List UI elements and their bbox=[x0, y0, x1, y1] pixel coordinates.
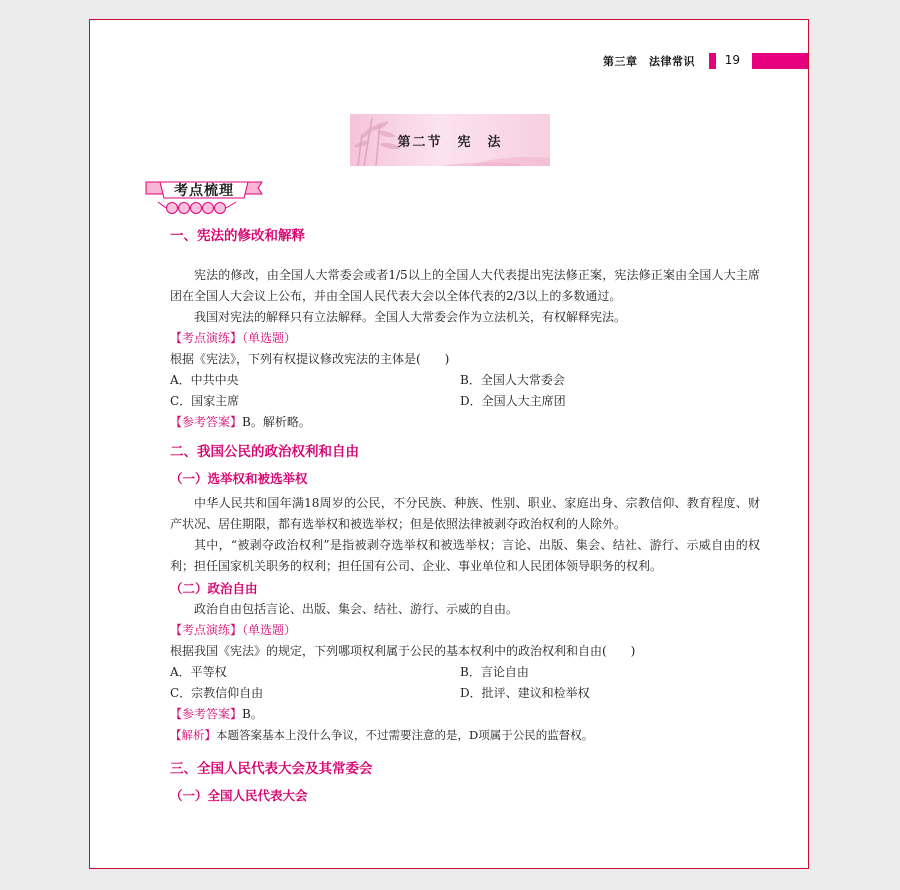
paragraph: 宪法的修改，由全国人大常委会或者1/5以上的全国人大代表提出宪法修正案，宪法修正案由全国人大主席团在全国人大会议上公布，并由全国人民代表大会以全体代表的2/3以上的多数通过。 bbox=[170, 268, 760, 303]
header-marker bbox=[709, 53, 716, 69]
option: D．批评、建议和检举权 bbox=[460, 686, 590, 700]
book-page bbox=[89, 19, 809, 869]
page-number: 19 bbox=[724, 53, 740, 67]
paragraph: 其中，“被剥夺政治权利”是指被剥夺选举权和被选举权；言论、出版、集会、结社、游行、示威自由的权利；担任国家机关职务的权利；担任国有公司、企业、事业单位和人民团体领导职务的权利。 bbox=[170, 538, 760, 573]
answer-tag: 【参考答案】 bbox=[170, 415, 243, 429]
subheading-npc: （一）全国人民代表大会 bbox=[170, 788, 308, 803]
chapter-title: 第三章 法律常识 bbox=[603, 55, 695, 68]
options-row bbox=[170, 662, 760, 683]
option: B．全国人大常委会 bbox=[460, 373, 565, 387]
answer bbox=[170, 704, 760, 725]
practice-type: （单选题） bbox=[242, 623, 297, 637]
heading-npc: 三、全国人民代表大会及其常委会 bbox=[170, 761, 373, 777]
paragraph: 我国对宪法的解释只有立法解释。全国人大常委会作为立法机关，有权解释宪法。 bbox=[194, 310, 627, 324]
paragraph: 政治自由包括言论、出版、集会、结社、游行、示威的自由。 bbox=[194, 602, 519, 616]
question: 根据我国《宪法》的规定，下列哪项权利属于公民的基本权利中的政治权利和自由( ) bbox=[170, 644, 636, 658]
section-banner bbox=[350, 114, 550, 166]
answer-text: B。解析略。 bbox=[242, 415, 311, 429]
practice-tag: 【考点演练】 bbox=[170, 623, 243, 637]
options-row bbox=[170, 391, 760, 412]
practice-label bbox=[170, 620, 760, 641]
heading-amendment: 一、宪法的修改和解释 bbox=[170, 228, 305, 244]
option: C．国家主席 bbox=[170, 394, 240, 408]
option: C．宗教信仰自由 bbox=[170, 686, 264, 700]
options-row bbox=[170, 683, 760, 704]
key-points-label: 考点梳理 bbox=[174, 183, 234, 199]
heading-rights: 二、我国公民的政治权利和自由 bbox=[170, 444, 359, 460]
option: D．全国人大主席团 bbox=[460, 394, 566, 408]
main-content bbox=[170, 225, 760, 806]
analysis bbox=[170, 725, 760, 746]
practice-type: （单选题） bbox=[242, 331, 297, 345]
options-row bbox=[170, 370, 760, 391]
option: B．言论自由 bbox=[460, 665, 529, 679]
option: A．平等权 bbox=[170, 665, 227, 679]
question: 根据《宪法》，下列有权提议修改宪法的主体是( ) bbox=[170, 352, 450, 366]
option: A．中共中央 bbox=[170, 373, 239, 387]
section-title: 第二节 宪 法 bbox=[397, 135, 503, 150]
key-points-badge bbox=[144, 176, 264, 220]
header-bar bbox=[752, 53, 808, 69]
analysis-text: 本题答案基本上没什么争议，不过需要注意的是，D项属于公民的监督权。 bbox=[216, 728, 594, 742]
paragraph: 中华人民共和国年满18周岁的公民，不分民族、种族、性别、职业、家庭出身、宗教信仰、教育程度、财产状况、居住期限，都有选举权和被选举权；但是依照法律被剥夺政治权利的人除外。 bbox=[170, 496, 760, 531]
practice-label bbox=[170, 328, 760, 349]
practice-tag: 【考点演练】 bbox=[170, 331, 243, 345]
answer-text: B。 bbox=[242, 707, 263, 721]
subheading-election: （一）选举权和被选举权 bbox=[170, 471, 308, 486]
analysis-tag: 【解析】 bbox=[170, 728, 216, 742]
subheading-political-freedom: （二）政治自由 bbox=[170, 581, 258, 596]
answer-tag: 【参考答案】 bbox=[170, 707, 243, 721]
answer bbox=[170, 412, 760, 433]
running-header bbox=[90, 53, 808, 69]
